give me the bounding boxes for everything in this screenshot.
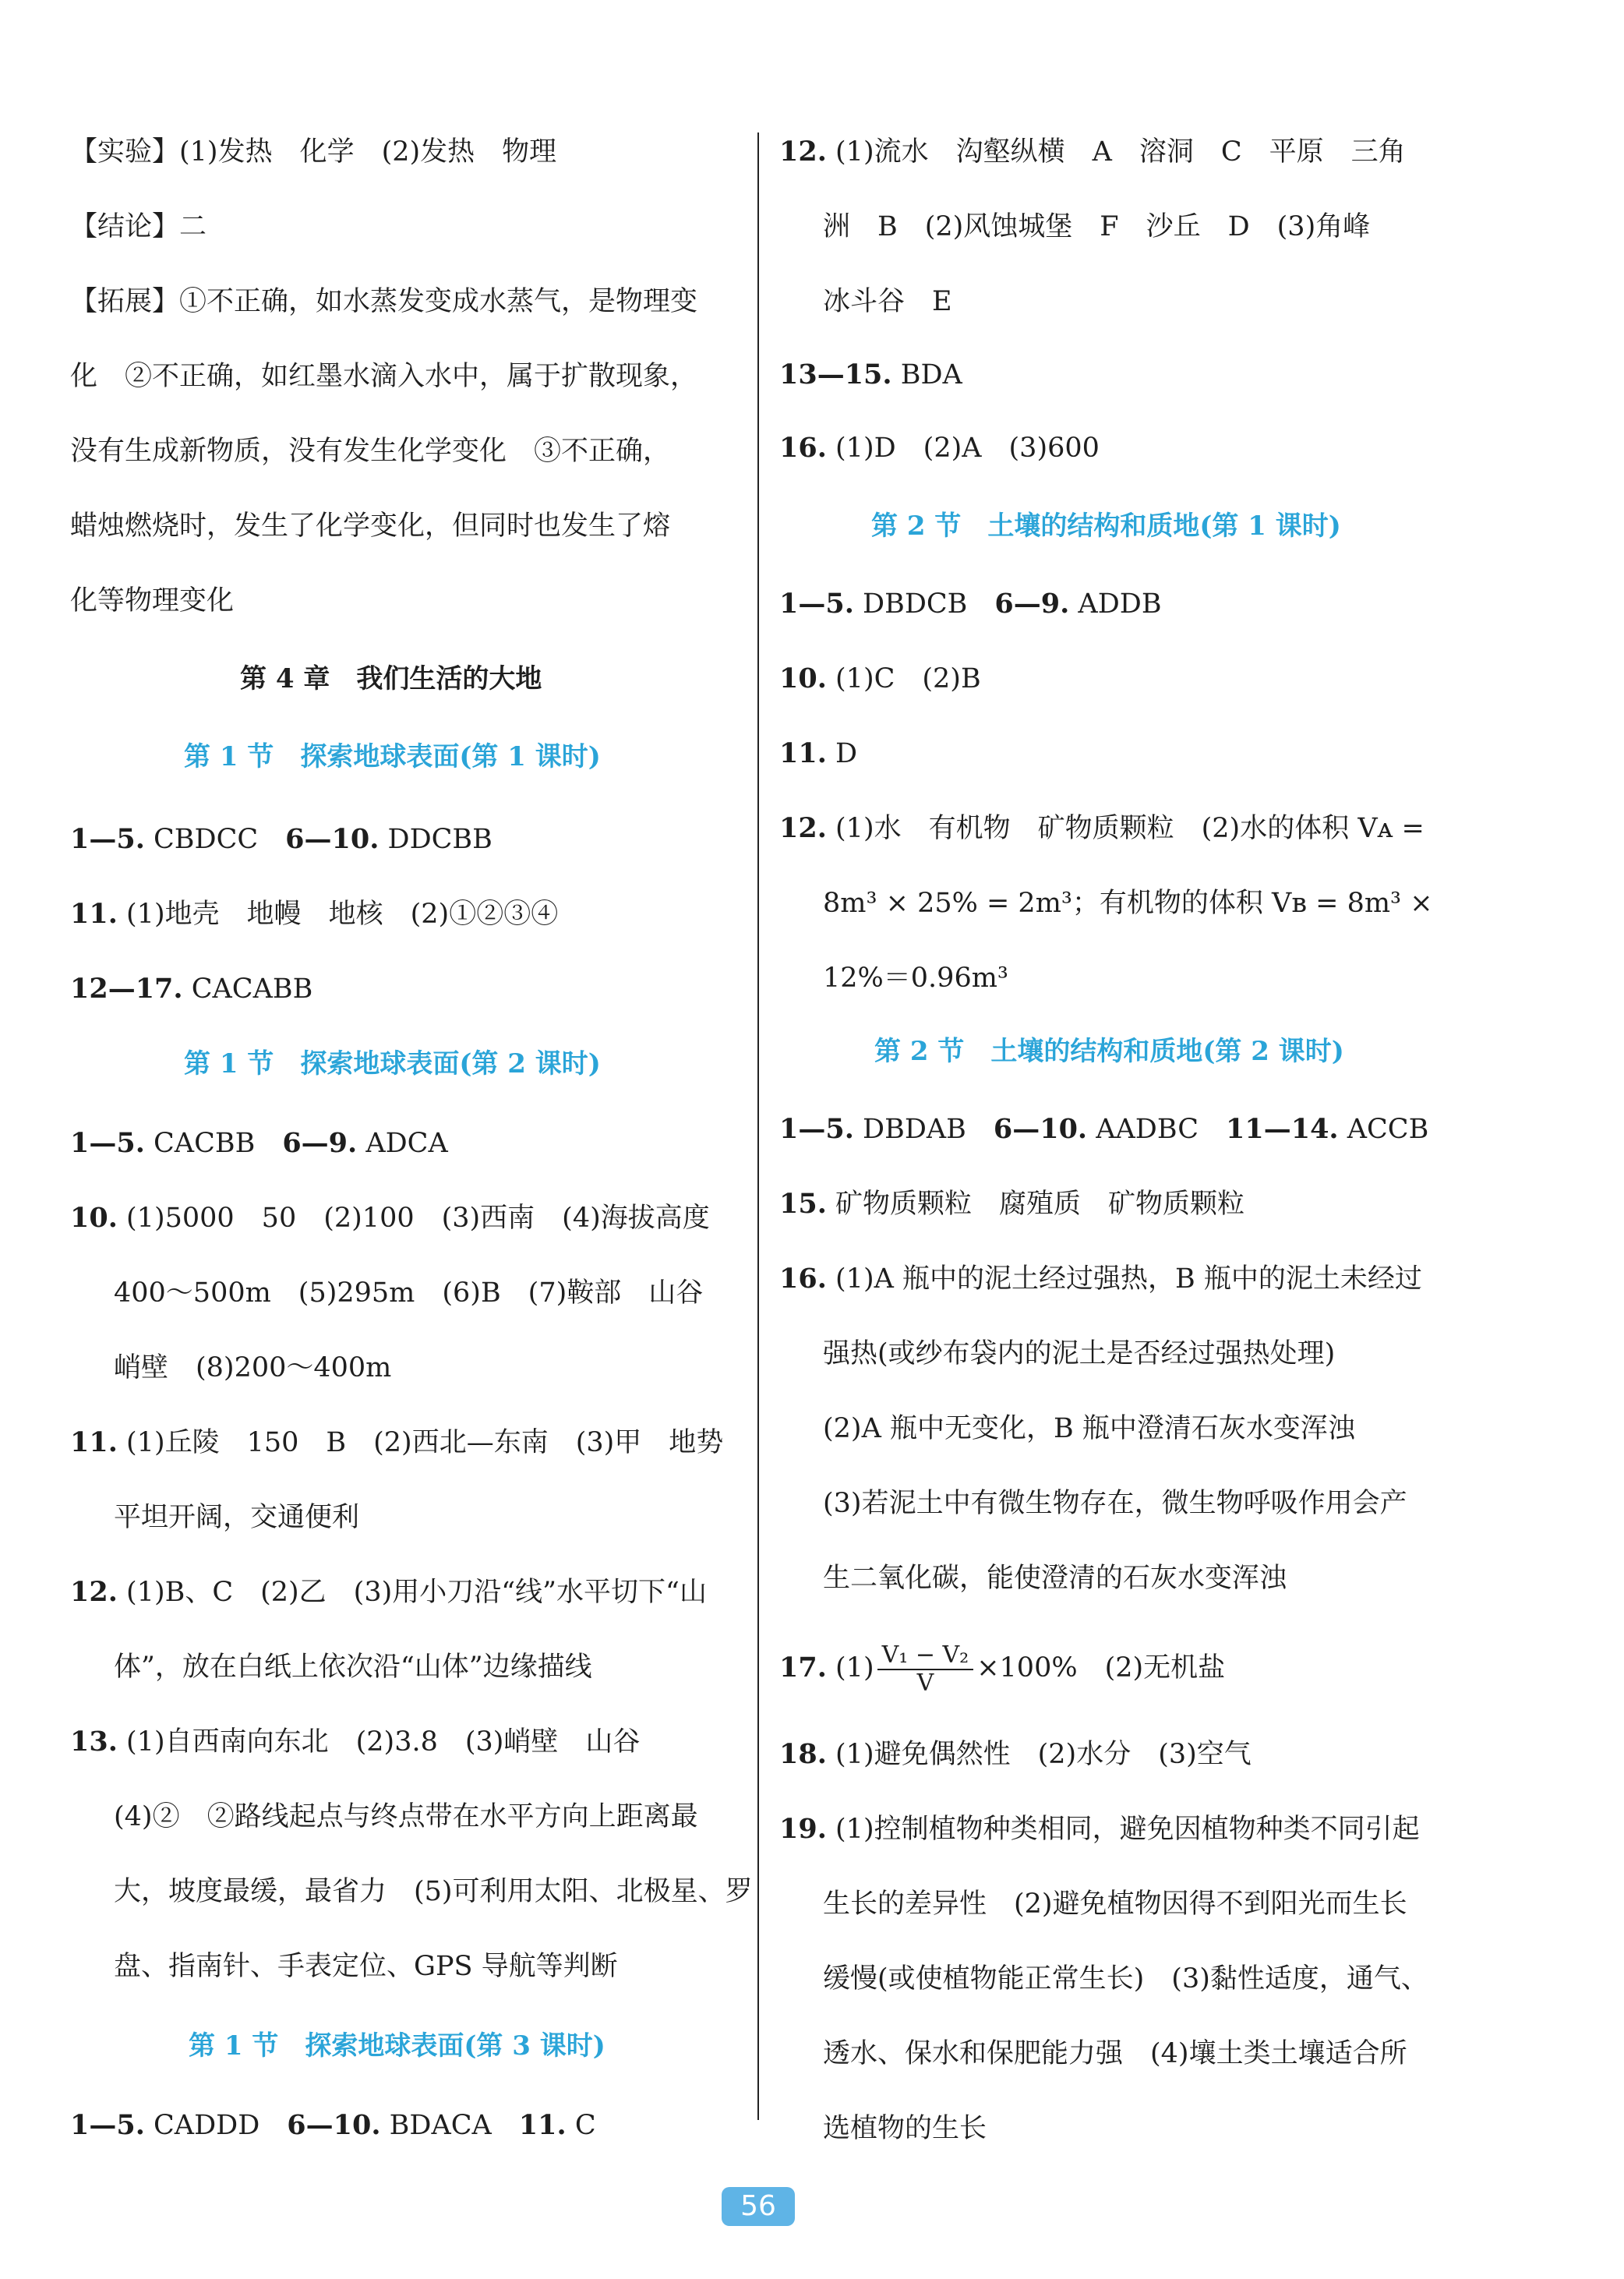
answer-conclusion: 【结论】二: [70, 211, 207, 242]
answer-row-cont: 盘、指南针、手表定位、GPS 导航等判断: [114, 1951, 618, 1982]
answer-row: 10. (1)5000 50 (2)100 (3)西南 (4)海拔高度: [70, 1202, 710, 1234]
answer-row-cont: 冰斗谷 E: [823, 286, 952, 317]
section-heading: 第 1 节 探索地球表面(第 2 课时): [184, 1048, 601, 1079]
answer-extension-line: 没有生成新物质，没有发生化学变化 ③不正确，: [70, 436, 671, 467]
answer-row-cont: 缓慢(或使植物能正常生长) (3)黏性适度，通气、: [823, 1963, 1428, 1995]
answer-row: 1—5. DBDCB 6—9. ADDB: [779, 588, 1162, 620]
answer-row: 13—15. BDA: [779, 359, 962, 390]
answer-row: 11. D: [779, 737, 858, 769]
answer-row-cont: 400～500m (5)295m (6)B (7)鞍部 山谷: [114, 1277, 704, 1309]
answer-extension-line: 化 ②不正确，如红墨水滴入水中，属于扩散现象，: [70, 361, 698, 392]
answer-row-cont: 8m³ × 25% = 2m³；有机物的体积 Vʙ = 8m³ ×: [823, 888, 1433, 919]
column-divider: [757, 132, 759, 2120]
answer-extension-line: 蜡烛燃烧时，发生了化学变化，但同时也发生了熔: [70, 511, 671, 542]
answer-row: 12. (1)水 有机物 矿物质颗粒 (2)水的体积 Vᴀ =: [779, 812, 1425, 844]
answer-row: 1—5. DBDAB 6—10. AADBC 11—14. ACCB: [779, 1113, 1429, 1145]
answer-row-cont: 峭壁 (8)200～400m: [114, 1352, 392, 1383]
answer-row-cont: 平坦开阔，交通便利: [114, 1502, 360, 1533]
answer-row: 18. (1)避免偶然性 (2)水分 (3)空气: [779, 1738, 1252, 1770]
answer-extension-line: 化等物理变化: [70, 585, 235, 617]
answer-row-cont: (2)A 瓶中无变化，B 瓶中澄清石灰水变浑浊: [823, 1413, 1355, 1444]
answer-row: 12—17. CACABB: [70, 973, 313, 1005]
answer-row-cont: 大，坡度最缓，最省力 (5)可利用太阳、北极星、罗: [114, 1876, 753, 1907]
answer-row: 1—5. CACBB 6—9. ADCA: [70, 1127, 448, 1159]
answer-row-cont: 透水、保水和保肥能力强 (4)壤土类土壤适合所: [823, 2038, 1407, 2069]
page-number-badge: 56: [722, 2187, 795, 2226]
answer-row-cont: 体”，放在白纸上依次沿“山体”边缘描线: [114, 1652, 592, 1683]
section-heading: 第 2 节 土壤的结构和质地(第 1 课时): [871, 511, 1341, 542]
section-heading: 第 1 节 探索地球表面(第 1 课时): [184, 741, 601, 772]
answer-row: 15. 矿物质颗粒 腐殖质 矿物质颗粒: [779, 1188, 1245, 1220]
answer-row-cont: 12%＝0.96m³: [823, 963, 1008, 994]
answer-row-cont: 生二氧化碳，能使澄清的石灰水变浑浊: [823, 1563, 1287, 1594]
chapter-heading: 第 4 章 我们生活的大地: [240, 663, 542, 694]
section-heading: 第 1 节 探索地球表面(第 3 课时): [189, 2030, 605, 2062]
answer-row-cont: 选植物的生长: [823, 2113, 987, 2144]
answer-row-cont: 生长的差异性 (2)避免植物因得不到阳光而生长: [823, 1889, 1407, 1920]
answer-row-cont: (3)若泥土中有微生物存在，微生物呼吸作用会产: [823, 1488, 1407, 1519]
answer-row: 16. (1)D (2)A (3)600: [779, 432, 1100, 464]
section-heading: 第 2 节 土壤的结构和质地(第 2 课时): [874, 1036, 1344, 1067]
answer-row: 16. (1)A 瓶中的泥土经过强热，B 瓶中的泥土未经过: [779, 1263, 1422, 1295]
answer-row: 11. (1)地壳 地幔 地核 (2)①②③④: [70, 898, 559, 930]
answer-row: 10. (1)C (2)B: [779, 662, 981, 694]
answer-row: 17. (1) $\frac{\text{V₁ − V₂}}{V}$ ×100% (2)无机盐: [779, 1641, 1226, 1697]
answer-row-cont: 洲 B (2)风蚀城堡 F 沙丘 D (3)角峰: [823, 211, 1371, 242]
answer-row: 1—5. CBDCC 6—10. DDCBB: [70, 823, 492, 855]
answer-row: 13. (1)自西南向东北 (2)3.8 (3)峭壁 山谷: [70, 1726, 641, 1758]
answer-row: 12. (1)B、C (2)乙 (3)用小刀沿“线”水平切下“山: [70, 1576, 707, 1608]
answer-row: 12. (1)流水 沟壑纵横 A 溶洞 C 平原 三角: [779, 136, 1406, 168]
answer-row-cont: 强热(或纱布袋内的泥土是否经过强热处理): [823, 1338, 1336, 1369]
answer-row: 19. (1)控制植物种类相同，避免因植物种类不同引起: [779, 1813, 1420, 1845]
answer-extension: 【拓展】①不正确，如水蒸发变成水蒸气，是物理变: [70, 286, 698, 317]
fraction-formula: $\frac{\text{V₁ − V₂}}{V}$: [877, 1642, 974, 1697]
answer-row-cont: (4)② ②路线起点与终点带在水平方向上距离最: [114, 1801, 698, 1832]
answer-row: 1—5. CADDD 6—10. BDACA 11. C: [70, 2109, 596, 2141]
answer-row: 11. (1)丘陵 150 B (2)西北—东南 (3)甲 地势: [70, 1426, 724, 1458]
answer-experiment: 【实验】(1)发热 化学 (2)发热 物理: [70, 136, 557, 168]
